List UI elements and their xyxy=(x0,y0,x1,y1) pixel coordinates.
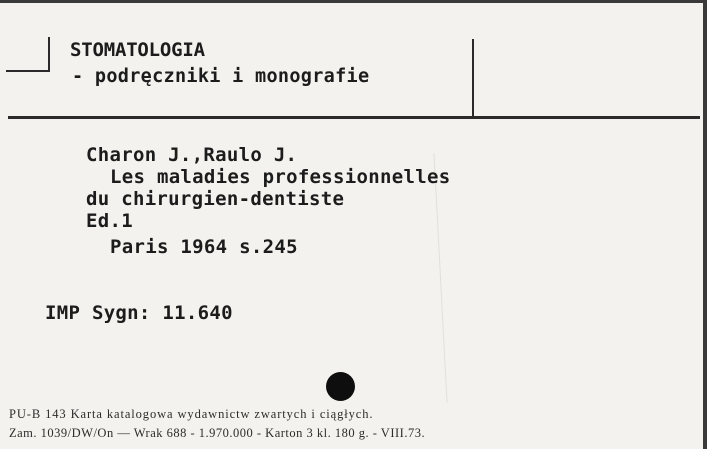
footer-print-line-1: PU-B 143 Karta katalogowa wydawnictw zwartych i ciągłych. xyxy=(9,407,374,421)
subject-subheading: - podręczniki i monografie xyxy=(72,66,370,87)
subject-heading: STOMATOLOGIA xyxy=(70,39,205,61)
entry-edition: Ed.1 xyxy=(86,210,133,232)
entry-title-line-2: du chirurgien-dentiste xyxy=(86,188,345,210)
header-left-bracket xyxy=(48,37,50,71)
shelf-signature: IMP Sygn: 11.640 xyxy=(45,302,233,324)
punch-hole xyxy=(326,372,355,401)
footer-print-line-2: Zam. 1039/DW/On — Wrak 688 - 1.970.000 - Karton 3 kl. 180 g. - VIII.73. xyxy=(9,426,426,440)
paper-crease xyxy=(433,153,447,403)
header-left-bracket-foot xyxy=(6,70,50,72)
entry-imprint: Paris 1964 s.245 xyxy=(110,236,298,258)
entry-title-line-1: Les maladies professionnelles xyxy=(110,166,451,188)
header-right-divider xyxy=(472,39,474,117)
header-rule xyxy=(8,116,700,119)
entry-authors: Charon J.,Raulo J. xyxy=(86,144,298,166)
